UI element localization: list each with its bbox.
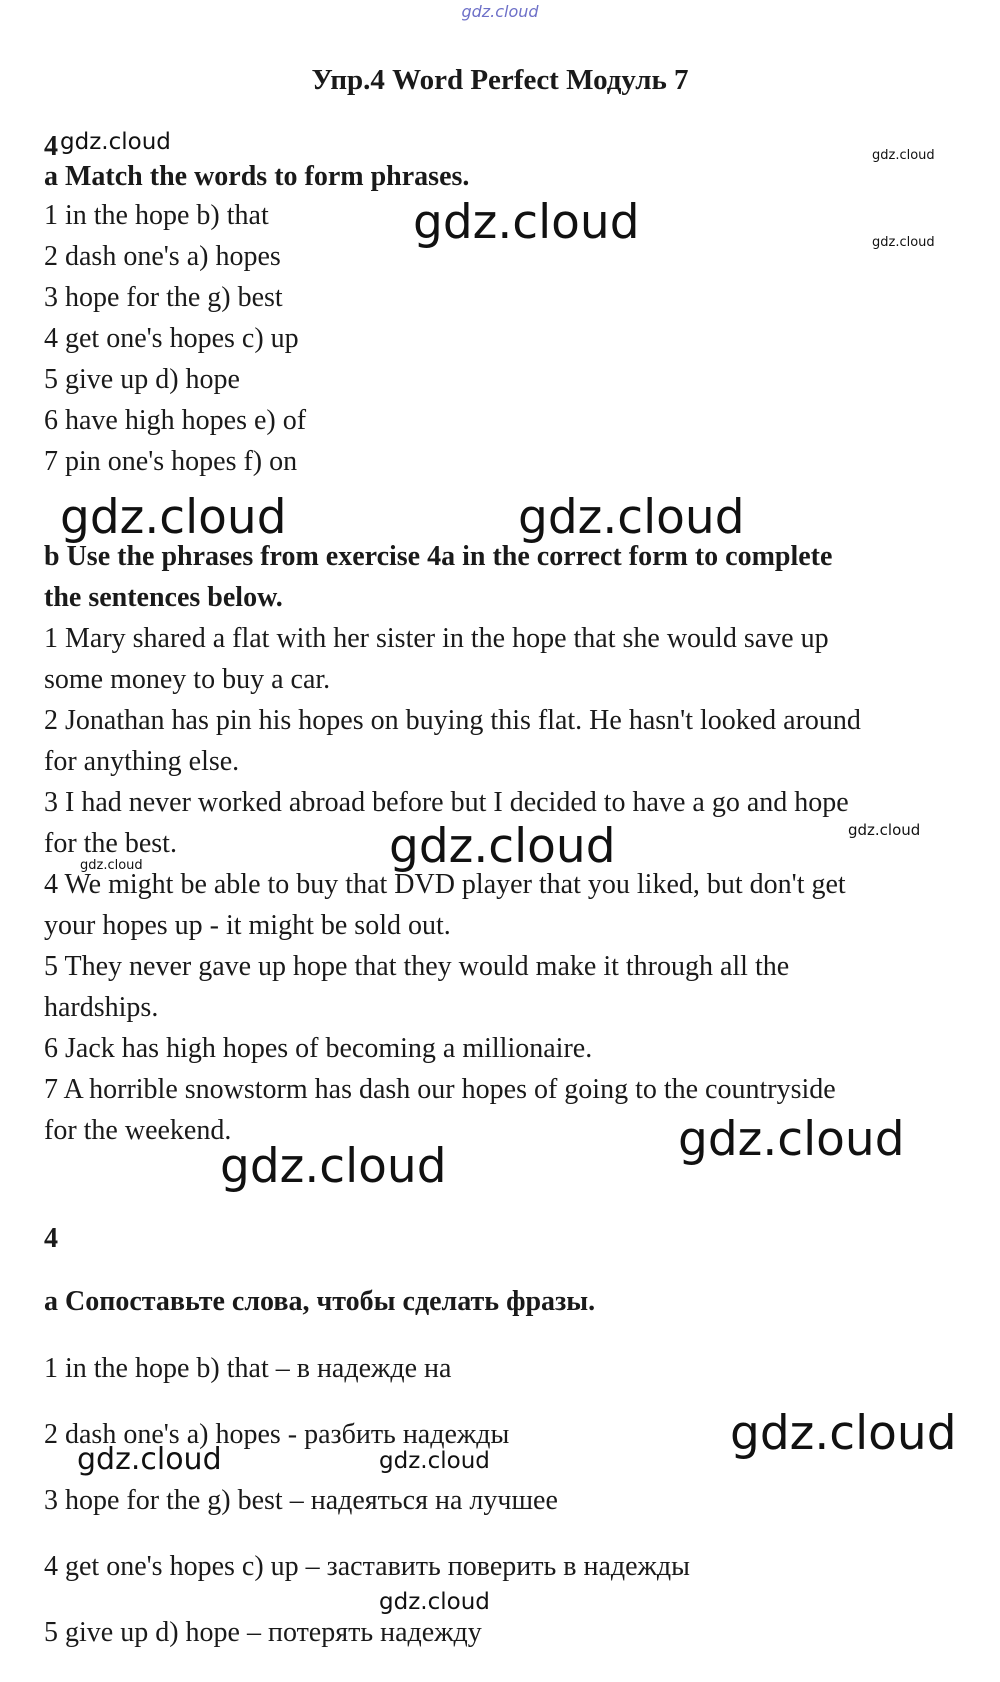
watermark: gdz.cloud: [80, 858, 143, 873]
match-line: 6 have high hopes e) of: [44, 405, 307, 436]
sentence-line: your hopes up - it might be sold out.: [44, 910, 451, 941]
match-line: 3 hope for the g) best: [44, 282, 283, 313]
sentence-line: 3 I had never worked abroad before but I decided to have a go and hope: [44, 787, 849, 818]
match-line: 5 give up d) hope: [44, 364, 240, 395]
watermark: gdz.cloud: [730, 1406, 957, 1461]
heading-b: b Use the phrases from exercise 4a in the correct form to complete: [44, 541, 833, 572]
watermark: gdz.cloud: [678, 1112, 905, 1167]
sentence-line: for the best.: [44, 828, 177, 859]
match-line: 7 pin one's hopes f) on: [44, 446, 298, 477]
heading-b: the sentences below.: [44, 582, 283, 613]
match-line: 4 get one's hopes c) up: [44, 323, 299, 354]
sentence-line: for anything else.: [44, 746, 240, 777]
watermark: gdz.cloud: [379, 1448, 490, 1474]
sentence-line: 1 Mary shared a flat with her sister in the hope that she would save up: [44, 623, 829, 654]
translation-line: 4 get one's hopes c) up – заставить поверить в надежды: [44, 1551, 690, 1582]
watermark: gdz.cloud: [379, 1589, 490, 1615]
sentence-line: 6 Jack has high hopes of becoming a millionaire.: [44, 1033, 593, 1064]
sentence-line: 2 Jonathan has pin his hopes on buying this flat. He hasn't looked around: [44, 705, 861, 736]
watermark: gdz.cloud: [872, 148, 935, 163]
sentence-line: 4 We might be able to buy that DVD player that you liked, but don't get: [44, 869, 846, 900]
watermark: gdz.cloud: [518, 490, 745, 545]
sentence-line: 7 A horrible snowstorm has dash our hopes of going to the countryside: [44, 1074, 836, 1105]
watermark: gdz.cloud: [60, 490, 287, 545]
sentence-line: hardships.: [44, 992, 159, 1023]
translation-line: 1 in the hope b) that – в надежде на: [44, 1353, 452, 1384]
match-line: 2 dash one's a) hopes: [44, 241, 281, 272]
watermark: gdz.cloud: [848, 821, 921, 839]
translation-line: 2 dash one's a) hopes - разбить надежды: [44, 1419, 510, 1450]
watermark: gdz.cloud: [413, 195, 640, 250]
match-line: 1 in the hope b) that: [44, 200, 269, 231]
translation-line: 5 give up d) hope – потерять надежду: [44, 1617, 482, 1648]
sentence-line: some money to buy a car.: [44, 664, 331, 695]
sentence-line: for the weekend.: [44, 1115, 232, 1146]
watermark: gdz.cloud: [77, 1442, 222, 1477]
sentence-line: 5 They never gave up hope that they would make it through all the: [44, 951, 790, 982]
exercise-number: 4: [44, 131, 58, 162]
watermark: gdz.cloud: [389, 819, 616, 874]
watermark: gdz.cloud: [60, 129, 171, 155]
translation-line: 3 hope for the g) best – надеяться на лучшее: [44, 1485, 558, 1516]
site-watermark-top: gdz.cloud: [461, 2, 539, 21]
heading-a: a Match the words to form phrases.: [44, 161, 470, 192]
exercise-number: 4: [44, 1223, 58, 1254]
page-title: Упр.4 Word Perfect Модуль 7: [311, 64, 689, 96]
watermark: gdz.cloud: [872, 235, 935, 250]
watermark: gdz.cloud: [220, 1139, 447, 1194]
heading-a-translation: a Сопоставьте слова, чтобы сделать фразы.: [44, 1286, 596, 1317]
